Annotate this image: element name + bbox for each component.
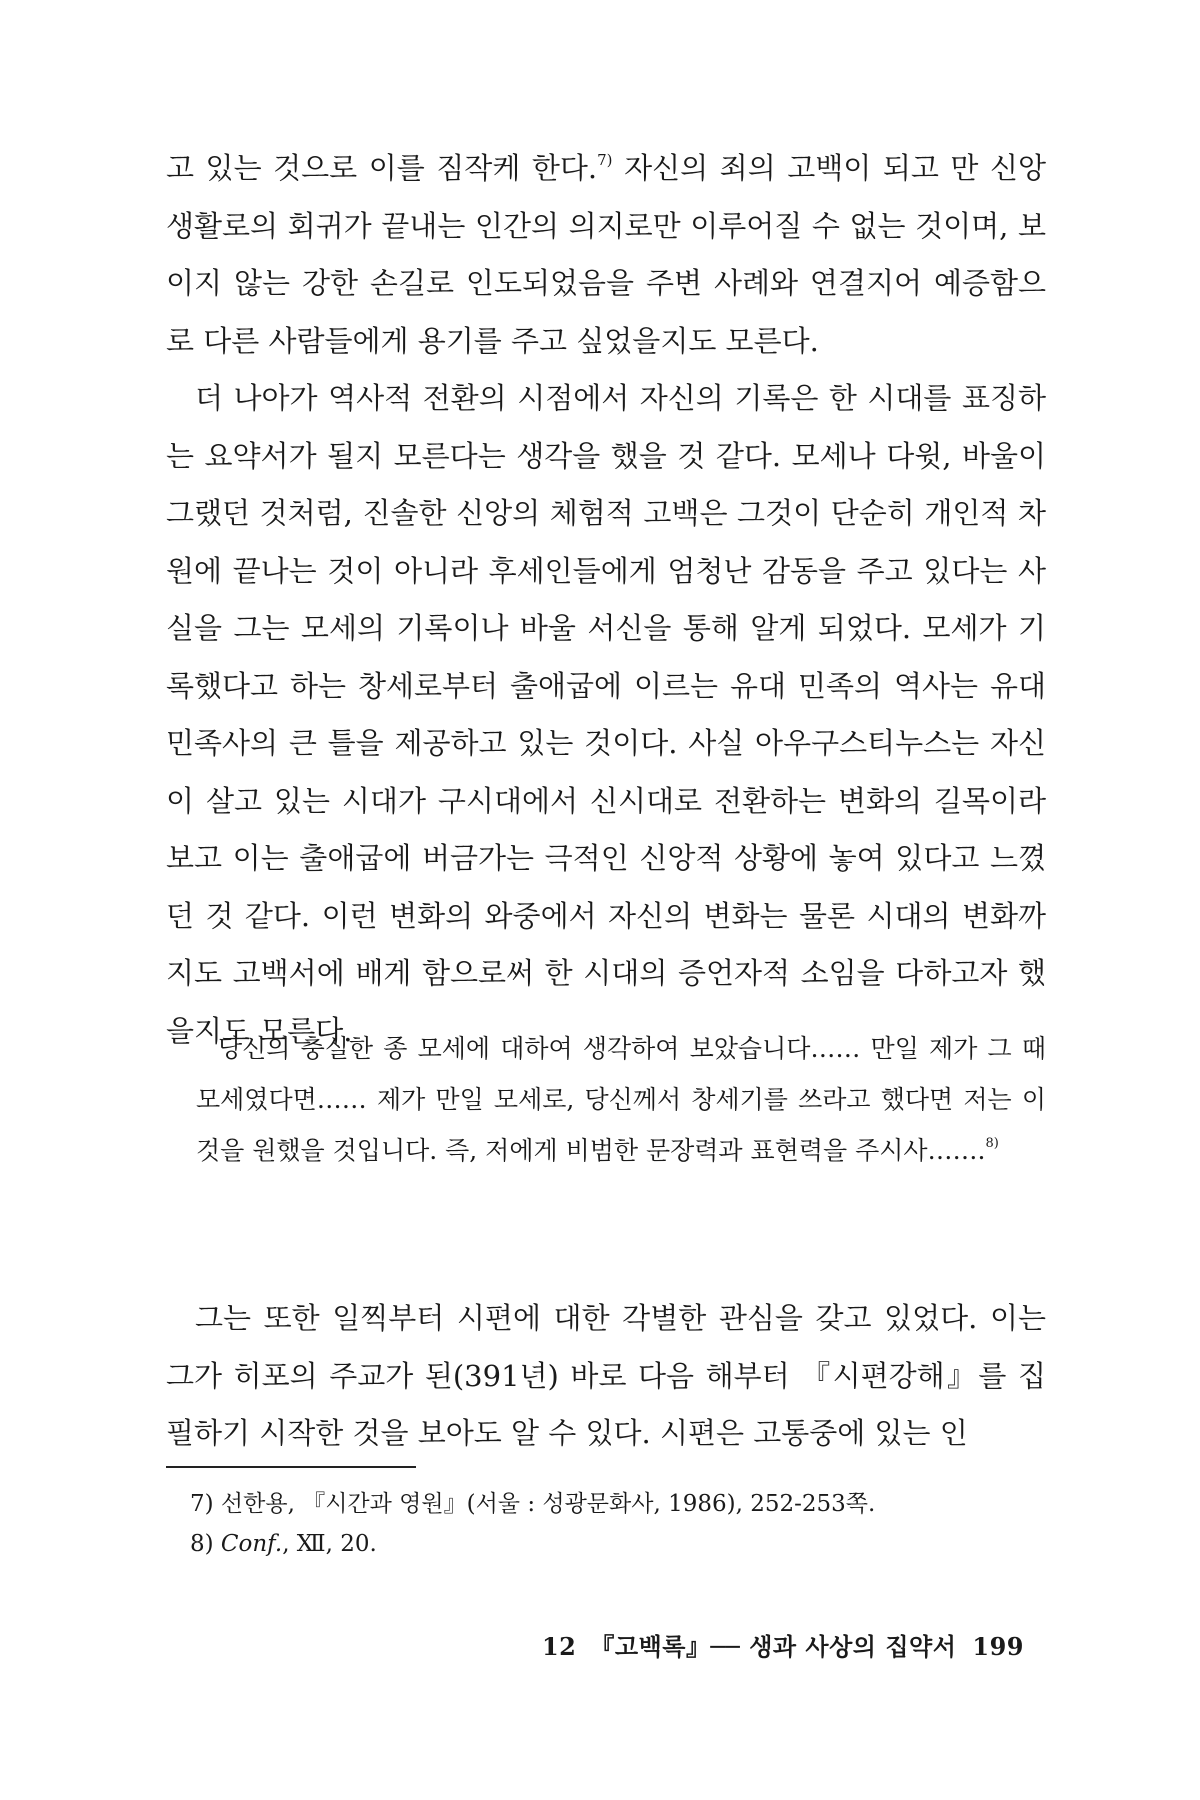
page-number: 199 (972, 1632, 1024, 1661)
footnote-divider (166, 1466, 416, 1468)
paragraph-1-rest: 자신의 죄의 고백이 되고 만 신앙 생활로의 회귀가 끝내는 인간의 의지로만 이루어질 수 없는 것이며, 보이지 않는 강한 손길로 인도되었음을 주변 사례와 연결지어 예증함으로 다른 사람들에게 용기를 주고 싶었을지도 모른다. (166, 151, 1046, 358)
footnote-8 (190, 1524, 1040, 1564)
footnote-8-number: 8) (190, 1531, 221, 1557)
chapter-title: 『고백록』── 생과 사상의 집약서 (590, 1632, 957, 1661)
footnote-8-rest: , Ⅻ, 20. (282, 1531, 377, 1557)
paragraph-1-text: 고 있는 것으로 이를 짐작케 한다. (166, 151, 598, 185)
main-text (166, 140, 1046, 1060)
chapter-number: 12 (541, 1632, 577, 1661)
paragraph-2: 더 나아가 역사적 전환의 시점에서 자신의 기록은 한 시대를 표징하는 요약서가 될지 모른다는 생각을 했을 것 같다. 모세나 다윗, 바울이 그랬던 것처럼, 진솔한 신앙의 체험적 고백은 그것이 단순히 개인적 차원에 끝나는 것이 아니라 후세인들에게 엄청난 감동을 주고 있다는 사실을 그는 모세의 기록이나 바울 서신을 통해 알게 되었다. 모세가 기록했다고 하는 창세로부터 출애굽에 이르는 유대 민족의 역사는 유대 민족사의 큰 틀을 제공하고 있는 것이다. 사실 아우구스티누스는 자신이 살고 있는 시대가 구시대에서 신시대로 전환하는 변화의 길목이라 보고 이는 출애굽에 버금가는 극적인 신앙적 상황에 놓여 있다고 느꼈던 것 같다. 이런 변화의 와중에서 자신의 변화는 물론 시대의 변화까지도 고백서에 배게 함으로써 한 시대의 증언자적 소임을 다하고자 했을지도 모른다. (166, 381, 1046, 1048)
paragraph-1 (166, 140, 1046, 370)
footnote-7: 7) 선한용, 『시간과 영원』(서울 : 성광문화사, 1986), 252-253쪽. (190, 1491, 876, 1517)
running-footer (542, 1627, 1024, 1662)
paragraph-3: 그는 또한 일찍부터 시편에 대한 각별한 관심을 갖고 있었다. 이는 그가 히포의 주교가 된(391년) 바로 다음 해부터 『시편강해』를 집필하기 시작한 것을 보아도 알 수 있다. 시편은 고통중에 있는 인 (166, 1301, 1046, 1450)
quote-text: 당신의 충실한 종 모세에 대하여 생각하여 보았습니다…… 만일 제가 그 때 모세였다면…… 제가 만일 모세로, 당신께서 창세기를 쓰라고 했다면 저는 이것을 원했을 것입니다. 즉, 저에게 비범한 문장력과 표현력을 주시사……. (196, 1034, 1046, 1165)
footnote-ref-7: 7) (597, 151, 613, 169)
footnote-8-citation: Conf. (220, 1531, 283, 1557)
after-quote-text (166, 1290, 1046, 1463)
footnotes (190, 1484, 1040, 1564)
block-quote (196, 1023, 1046, 1176)
footnote-ref-8: 8) (985, 1136, 999, 1151)
